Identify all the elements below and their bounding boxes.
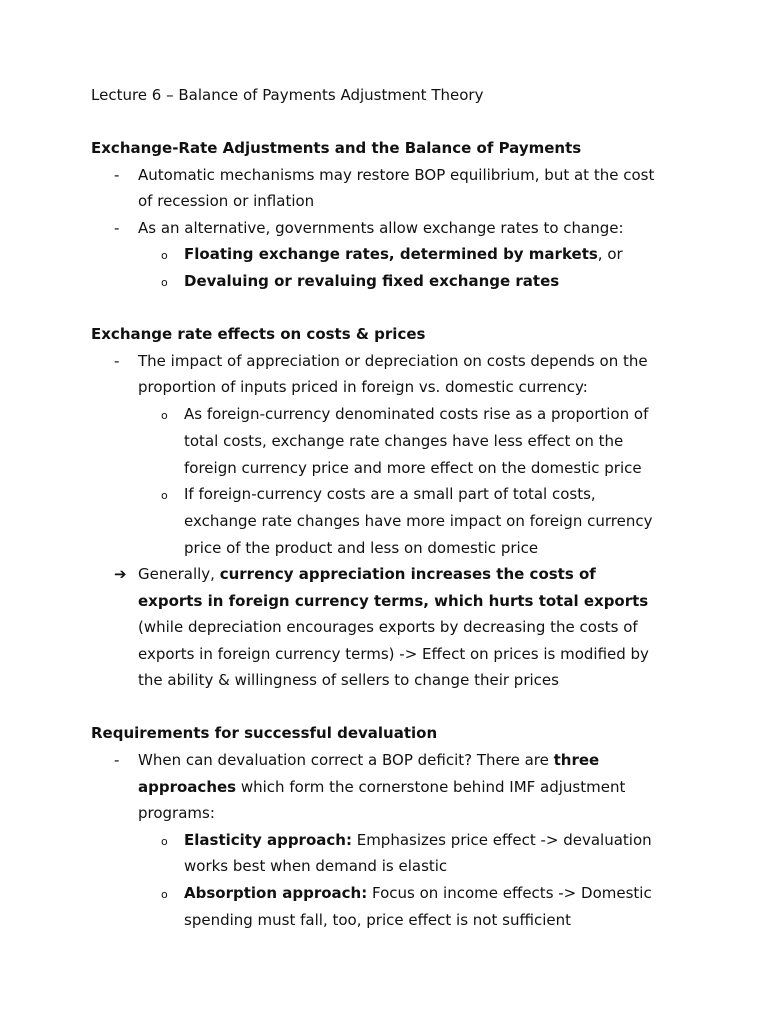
circle-bullet: o <box>161 276 168 289</box>
bold-phrase: approaches <box>138 778 237 796</box>
section-heading-exchange-rate-effects: Exchange rate effects on costs & prices <box>91 325 426 343</box>
dash-bullet: - <box>114 219 120 237</box>
bullet-text: Automatic mechanisms may restore BOP equilibrium, but at the cost <box>138 166 655 184</box>
sub-bullet-text: works best when demand is elastic <box>184 857 448 875</box>
dash-bullet: - <box>114 352 120 370</box>
normal-phrase: , or <box>597 245 623 263</box>
sub-bullet-text: total costs, exchange rate changes have less effect on the <box>184 432 624 450</box>
bullet-text: programs: <box>138 804 215 822</box>
bold-phrase: currency appreciation increases the costs of <box>219 565 596 583</box>
arrow-bullet-text: exports in foreign currency terms, which hurts total exports <box>138 592 649 610</box>
bold-phrase: Floating exchange rates, determined by markets <box>184 245 598 263</box>
circle-bullet: o <box>161 489 168 502</box>
circle-bullet: o <box>161 888 168 901</box>
sub-bullet-text: exchange rate changes have more impact on foreign currency <box>184 512 653 530</box>
circle-bullet: o <box>161 835 168 848</box>
arrow-bullet-text: (while depreciation encourages exports by decreasing the costs of <box>138 618 638 636</box>
bullet-text: of recession or inflation <box>138 192 315 210</box>
bold-phrase: Elasticity approach: <box>184 831 352 849</box>
arrow-bullet-text: the ability & willingness of sellers to change their prices <box>138 671 559 689</box>
lecture-title: Lecture 6 – Balance of Payments Adjustment Theory <box>91 86 484 104</box>
arrow-bullet-text <box>138 564 596 584</box>
arrow-bullet-icon: ➔ <box>114 565 127 583</box>
section-heading-exchange-rate-adjustments: Exchange-Rate Adjustments and the Balance of Payments <box>91 139 582 157</box>
circle-bullet: o <box>161 409 168 422</box>
normal-phrase: Generally, <box>138 565 220 583</box>
dash-bullet: - <box>114 166 120 184</box>
sub-bullet-text <box>184 883 652 903</box>
bullet-text <box>138 777 625 797</box>
sub-bullet-text: As foreign-currency denominated costs rise as a proportion of <box>184 405 649 423</box>
section-heading-successful-devaluation: Requirements for successful devaluation <box>91 724 438 742</box>
sub-bullet-text: foreign currency price and more effect on the domestic price <box>184 459 642 477</box>
bold-phrase: Absorption approach: <box>184 884 368 902</box>
normal-phrase: which form the cornerstone behind IMF adjustment <box>236 778 626 796</box>
normal-phrase: Emphasizes price effect -> devaluation <box>351 831 652 849</box>
sub-bullet-text: spending must fall, too, price effect is not sufficient <box>184 911 571 929</box>
sub-bullet-text <box>184 830 652 850</box>
circle-bullet: o <box>161 249 168 262</box>
dash-bullet: - <box>114 751 120 769</box>
sub-bullet-text: Devaluing or revaluing fixed exchange rates <box>184 272 560 290</box>
sub-bullet-text: price of the product and less on domestic price <box>184 539 539 557</box>
sub-bullet-text: If foreign-currency costs are a small part of total costs, <box>184 485 596 503</box>
normal-phrase: When can devaluation correct a BOP deficit? There are <box>138 751 554 769</box>
sub-bullet-text <box>184 244 623 264</box>
normal-phrase: Focus on income effects -> Domestic <box>367 884 652 902</box>
arrow-bullet-text: exports in foreign currency terms) -> Effect on prices is modified by <box>138 645 649 663</box>
bullet-text: proportion of inputs priced in foreign vs. domestic currency: <box>138 378 588 396</box>
bullet-text: The impact of appreciation or depreciation on costs depends on the <box>138 352 648 370</box>
bullet-text: As an alternative, governments allow exchange rates to change: <box>138 219 624 237</box>
bold-phrase: three <box>553 751 600 769</box>
bullet-text <box>138 750 599 770</box>
